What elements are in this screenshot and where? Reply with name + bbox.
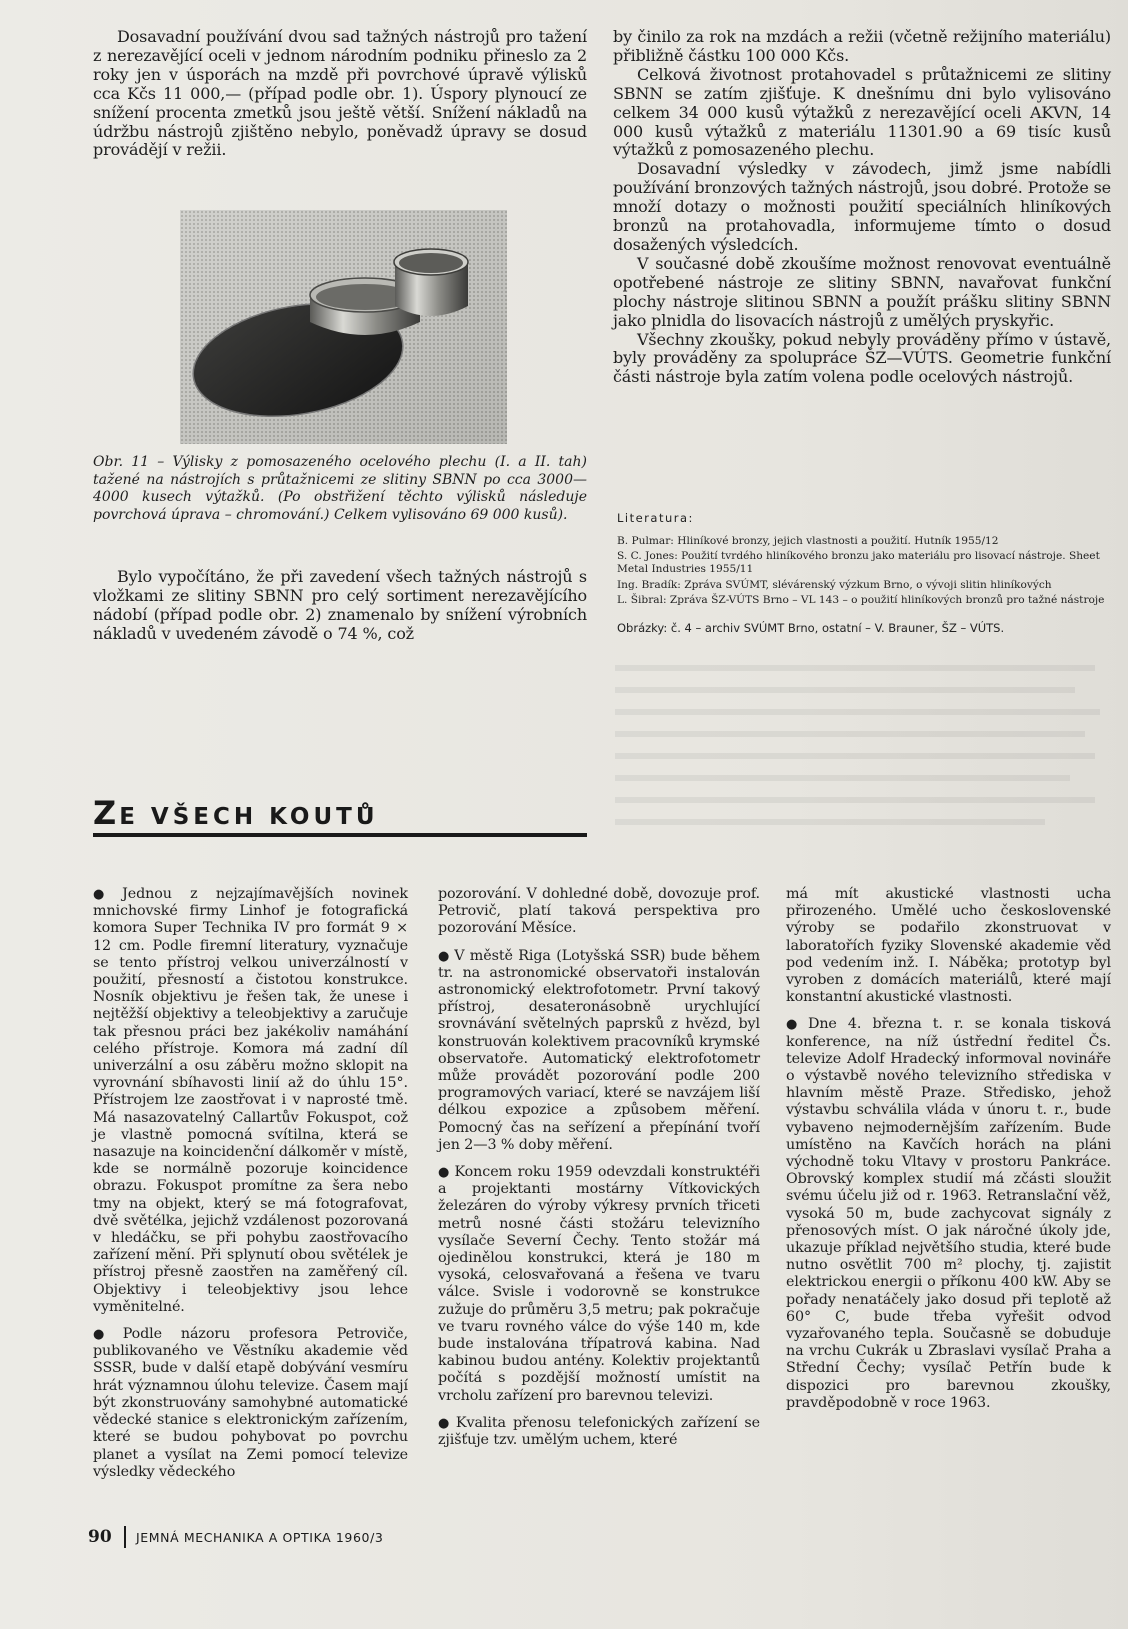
paragraph-savings: Dosavadní používání dvou sad tažných nástrojů pro tažení z nerezavějící oceli v jednom národním podniku přineslo za 2 roky jen v úsporách na mzdě při povrchové úpravě výlisků cca Kčs 11 000,— (případ podle obr. 1). Úspory plynoucí ze snížení procenta zmetků jsou ještě větší. Snížení nákladů na údržbu nástrojů zjištěno nebylo, poněvadž úpravy se dosud provádějí v režii. (93, 27, 587, 160)
news-item-artificial-ear-cont: má mít akustické vlastnosti ucha přirozeného. Umělé ucho československé výroby se podařilo zkonstruovat v laboratořích fyziky Slovenské akademie věd pod vedením inž. I. Náběka; prototyp byl vyroben z domácích materiálů, které mají konstantní akustické vlastnosti. (786, 886, 1111, 1006)
news-item-artificial-ear: ● Kvalita přenosu telefonických zařízení se zjišťuje tzv. umělým uchem, které (438, 1414, 761, 1449)
literature-section (617, 511, 1111, 635)
news-item-vitkovice: ● Koncem roku 1959 odevzdali konstruktéři a projektanti mostárny Vítkovických železáren do výroby výkresy prvních třiceti metrů nosné části stožáru televizního vysílače Severní Čechy. Tento stožár má ojedinělou konstrukci, která je 180 m vysoká, celosvařovaná a řešena ve tvaru válce. Svisle i vodorovně se konstrukce zužuje do průměru 3,5 metru; pak pokračuje ve tvaru rovného válce do výše 140 m, kde bude instalována třípatrová kabina. Nad kabinou budou antény. Kolektiv projektantů počítá s pozdější možností umístit na vrcholu zařízení pro barevnou televizi. (438, 1164, 760, 1404)
paragraph-renovation: V současné době zkoušíme možnost renovovat eventuálně opotřebené nástroje ze slitiny SBNN, navařovat funkční plochy nástroje slitinou SBNN a použít prášku slitiny SBNN jako plnidla do lisovacích nástrojů z umělých pryskyřic. (613, 253, 1111, 330)
paragraph-lifetime: Celková životnost protahovadel s průtažnicemi ze slitiny SBNN se zatím zjišťuje. K dnešnímu dni bylo vylisováno celkem 34 000 kusů výtažků z nerezavějící oceli AKVN, 14 000 kusů výtažků z materiálu 11301.90 a 69 tisíc kusů výtažků z pomosazeného plechu. (613, 64, 1111, 160)
bullet-icon: ● (438, 1165, 451, 1181)
news-column-1 (93, 886, 408, 1491)
news-item-riga: ● V městě Riga (Lotyšská SSR) bude během tr. na astronomické observatoři instalován astronomický elektrofotometr. První takový přístroj, desateronásobně urychlující srovnávání světelných paprsků z hvězd, byl konstruován kolektivem pracovníků krymské observatoře. Automatický elektrofotometr může provádět pozorování podle 200 programových variací, které se navzájem liší délkou expozice a způsobem měření. Pomocný čas na seřízení a přepínání tvoří jen 2—3 % doby měření. (438, 947, 761, 1153)
bullet-icon: ● (93, 1327, 119, 1343)
literature-item: Ing. Bradík: Zpráva SVÚMT, slévárenský výzkum Brno, o vývoji slitin hliníkových (617, 578, 1052, 591)
literature-item: B. Pulmar: Hliníkové bronzy, jejich vlastnosti a použití. Hutník 1955/12 (617, 535, 999, 547)
image-credits: Obrázky: č. 4 – archiv SVÚMT Brno, ostatní – V. Brauner, ŠZ – VÚTS. (617, 621, 1005, 636)
journal-title: JEMNÁ MECHANIKA A OPTIKA 1960/3 (136, 1530, 384, 1545)
bullet-icon: ● (93, 887, 119, 902)
left-column-mid (93, 568, 587, 644)
news-column-2 (438, 886, 760, 1459)
paragraph-cooperation: Všechny zkoušky, pokud nebyly prováděny přímo v ústavě, byly prováděny za spolupráce ŠZ—VÚTS. Geometrie funkční části nástroje byla zatím volena podle ocelových nástrojů. (613, 329, 1111, 387)
caption-text: Obr. 11 – Výlisky z pomosazeného ocelového plechu (I. a II. tah) tažené na nástrojích s průtažnicemi ze slitiny SBNN po cca 3000—4000 kusech výtažků. (Po obstřižení těchto výlisků následuje povrchová úprava – chromování.) Celkem vylisováno 69 000 kusů). (93, 454, 587, 523)
news-item-petrovic: ● Podle názoru profesora Petroviče, publikovaného ve Věstníku akademie věd SSSR, bude v další etapě dobývání vesmíru hrát významnou úlohu televize. Časem mají být zkonstruovány samohybné automatické vědecké stanice s elektronickým zařízením, které se budou pohybovat po povrchu planet a vysílat na Zemi pomocí televize výsledky vědeckého (93, 1326, 408, 1480)
paragraph-cost-year: by činilo za rok na mzdách a režii (včetně režijního materiálu) přibližně částku 100 000 Kčs. (613, 27, 1111, 65)
show-through-lines (615, 660, 1105, 850)
section-heading-initial: Z (93, 794, 120, 832)
paragraph-cost-reduction: Bylo vypočítáno, že při zavedení všech tažných nástrojů s vložkami ze slitiny SBNN pro celý sortiment nerezavějícího nádobí (případ podle obr. 2) znamenalo by snížení výrobních nákladů v uvedeném závodě o 74 %, což (93, 567, 587, 643)
figure-caption (93, 454, 587, 524)
bullet-icon: ● (438, 1415, 452, 1431)
right-column-top (613, 28, 1111, 387)
figure-photo (180, 210, 507, 444)
literature-heading: Literatura: (617, 511, 694, 525)
footer-divider (124, 1526, 126, 1548)
section-heading (93, 794, 379, 832)
page-number: 90 (88, 1527, 112, 1547)
literature-item: L. Šibral: Zpráva ŠZ-VÚTS Brno – VL 143 – o použití hliníkových bronzů pro tažné nástroje (617, 593, 1105, 606)
news-item-linhof: ● Jednou z nejzajímavějších novinek mnichovské firmy Linhof je fotografická komora Super Technika IV pro formát 9 × 12 cm. Podle firemní literatury, vyznačuje se tento přístroj velkou univerzálností v použití, přesností a čistotou konstrukce. Nosník objektivu je řešen tak, že unese i nejtěžší objektivy a teleobjektivy a zaručuje tak přesnou práci bez jakékoliv namáhání celého přístroje. Komora má zadní díl univerzální a osu záběru možno sklopit na vyrovnání sbíhavosti linií až do úhlu 15°. Přístrojem lze zaostřovat i v naprosté tmě. Má nasazovatelný Callartův Fokuspot, což je vlastně pomocná svítilna, která se nasazuje na koincidenční dálkoměr v místě, kde se normálně pozoruje koincidence obrazu. Fokuspot promítne za šera nebo tmy na objekt, který se má fotografovat, dvě světélka, jejichž vzdálenost pozorovaná v hledáčku, se při pohybu zaostřovacího zařízení mění. Při splynutí obou světélek je přístroj přesně zaostřen na zaměřený cíl. Objektivy i teleobjektivy jsou lehce vyměnitelné. (93, 886, 408, 1315)
bullet-icon: ● (786, 1017, 804, 1033)
news-item-television-centre: ● Dne 4. března t. r. se konala tisková konference, na níž ústřední ředitel Čs. televize Adolf Hradecký informoval novináře o výstavbě nového televizního střediska v hlavním městě Praze. Středisko, jehož výstavbu schválila vláda v únoru t. r., bude vybaveno nejmodernějším zařízením. Bude umístěno na Kavčích horách na pláni východně toku Vltavy v prostoru Pankráce. Obrovský komplex studií má zčásti sloužit svému účelu již od r. 1963. Retranslační věž, vysoká 50 m, bude zachycovat signály z přenosových míst. O jak náročné úkoly jde, ukazuje příklad největšího studia, které bude nutno osvětlit 700 m² plochy, tj. zajistit elektrickou energii o příkonu 400 kW. Aby se pořady nenatáčely jako dosud při teplotě až 60° C, bude třeba vyřešit odvod vyzařovaného tepla. Současně se dobuduje na vrchu Cukrák u Zbraslavi vysílač Praha a Střední Čechy; vysílač Petřín bude k dispozici pro barevnou zkoušky, pravděpodobně v roce 1963. (786, 1016, 1111, 1411)
news-item-petrovic-cont: pozorování. V dohledné době, dovozuje prof. Petrovič, platí taková perspektiva pro pozorování Měsíce. (438, 886, 760, 937)
paragraph-results: Dosavadní výsledky v závodech, jimž jsme nabídli používání bronzových tažných nástrojů, jsou dobré. Protože se množí dotazy o možnosti použití speciálních hliníkových bronzů na protahovadla, informujeme tímto o dosud dosažených výsledcích. (613, 159, 1111, 254)
section-heading-rest: E VŠECH KOUTŮ (119, 804, 379, 830)
section-rule (93, 833, 587, 837)
literature-item: S. C. Jones: Použití tvrdého hliníkového bronzu jako materiálu pro lisovací nástroje. Sheet Metal Industries 1955/11 (617, 550, 1100, 576)
left-column-top (93, 28, 587, 160)
news-column-3 (786, 886, 1111, 1422)
pressings-photo-image (180, 210, 507, 444)
show-through-texture (615, 660, 1105, 850)
bullet-icon: ● (438, 948, 451, 964)
